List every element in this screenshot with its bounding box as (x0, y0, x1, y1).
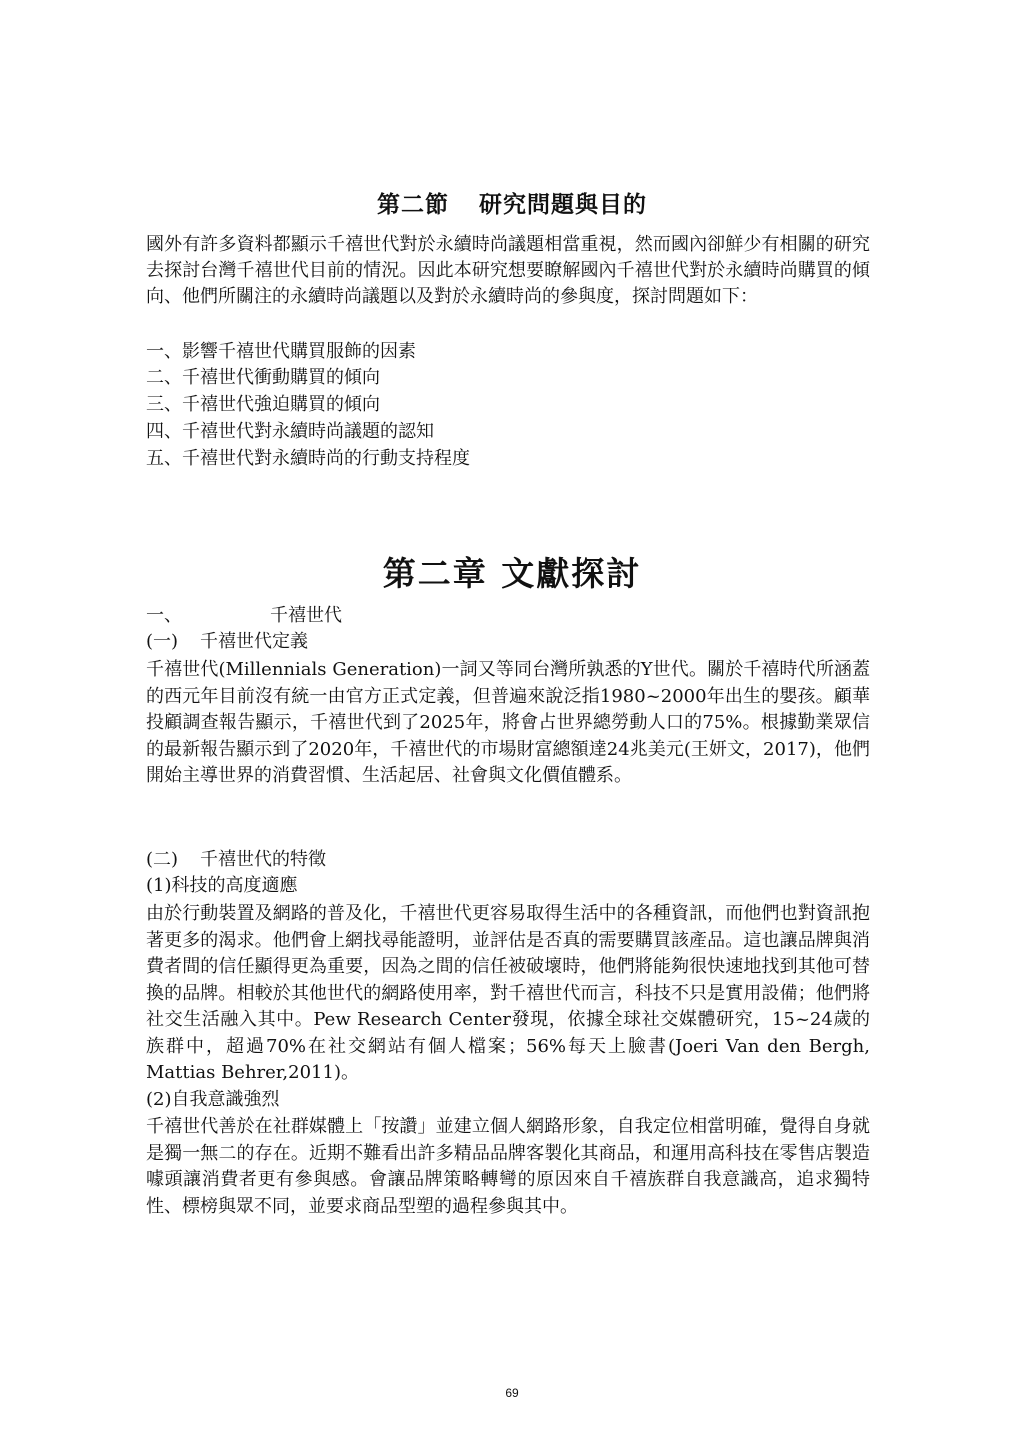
question-item: 一、影響千禧世代購買服飾的因素 (146, 341, 416, 362)
subsection-1-heading (146, 630, 308, 654)
subsection-2-heading (146, 848, 326, 872)
subsection-1-title: 千禧世代定義 (200, 631, 309, 652)
topic-title: 千禧世代 (270, 605, 342, 626)
question-item: 二、千禧世代衝動購買的傾向 (146, 367, 380, 388)
trait-1-heading: (1)科技的高度適應 (146, 875, 298, 896)
section-title: 研究問題與目的 (479, 191, 647, 218)
topic-heading (146, 604, 342, 628)
section-intro-paragraph: 國外有許多資料都顯示千禧世代對於永續時尚議題相當重視，然而國內卻鮮少有相關的研究去探討台灣千禧世代目前的情況。因此本研究想要瞭解國內千禧世代對於永續時尚購買的傾向、他們所關注的永續時尚議題以及對於永續時尚的參與度，探討問題如下： (146, 234, 870, 307)
trait-2-heading: (2)自我意識強烈 (146, 1089, 280, 1110)
section-heading (0, 186, 1024, 219)
subsection-2-label: (二) (146, 849, 179, 870)
page-number: 69 (505, 1386, 519, 1400)
trait-1-paragraph: 由於行動裝置及網路的普及化，千禧世代更容易取得生活中的各種資訊，而他們也對資訊抱著更多的渴求。他們會上網找尋能證明，並評估是否真的需要購買該產品。這也讓品牌與消費者間的信任顯得更為重要，因為之間的信任被破壞時，他們將能夠很快速地找到其他可替換的品牌。相較於其他世代的網路使用率，對千禧世代而言，科技不只是實用設備；他們將社交生活融入其中。Pew Research Center發現，依據全球社交媒體研究，15~24歲的族群中，超過70%在社交網站有個人檔案；56%每天上臉書(Joeri Van den Bergh, Mattias Behrer,2011)。 (146, 903, 870, 1083)
question-item: 三、千禧世代強迫購買的傾向 (146, 394, 380, 415)
chapter-heading: 第二章 文獻探討 (382, 554, 642, 593)
subsection-1-paragraph: 千禧世代(Millennials Generation)一詞又等同台灣所孰悉的Y世代。關於千禧時代所涵蓋的西元年目前沒有統一由官方正式定義，但普遍來說泛指1980~2000年出生的嬰孩。顧華投顧調查報告顯示，千禧世代到了2025年，將會占世界總勞動人口的75%。根據勤業眾信的最新報告顯示到了2020年，千禧世代的市場財富總額達24兆美元(王妍文，2017)，他們開始主導世界的消費習慣、生活起居、社會與文化價值體系。 (146, 659, 870, 786)
subsection-1-label: (一) (146, 631, 179, 652)
topic-marker: 一、 (146, 605, 182, 626)
question-item: 五、千禧世代對永續時尚的行動支持程度 (146, 448, 470, 469)
question-item: 四、千禧世代對永續時尚議題的認知 (146, 421, 434, 442)
trait-2-paragraph: 千禧世代善於在社群媒體上「按讚」並建立個人網路形象，自我定位相當明確，覺得自身就是獨一無二的存在。近期不難看出許多精品品牌客製化其商品，和運用高科技在零售店製造噱頭讓消費者更有參與感。會讓品牌策略轉彎的原因來自千禧族群自我意識高，追求獨特性、標榜與眾不同，並要求商品型塑的過程參與其中。 (146, 1116, 870, 1217)
section-number: 第二節 (377, 191, 449, 218)
subsection-2-title: 千禧世代的特徵 (200, 849, 327, 870)
